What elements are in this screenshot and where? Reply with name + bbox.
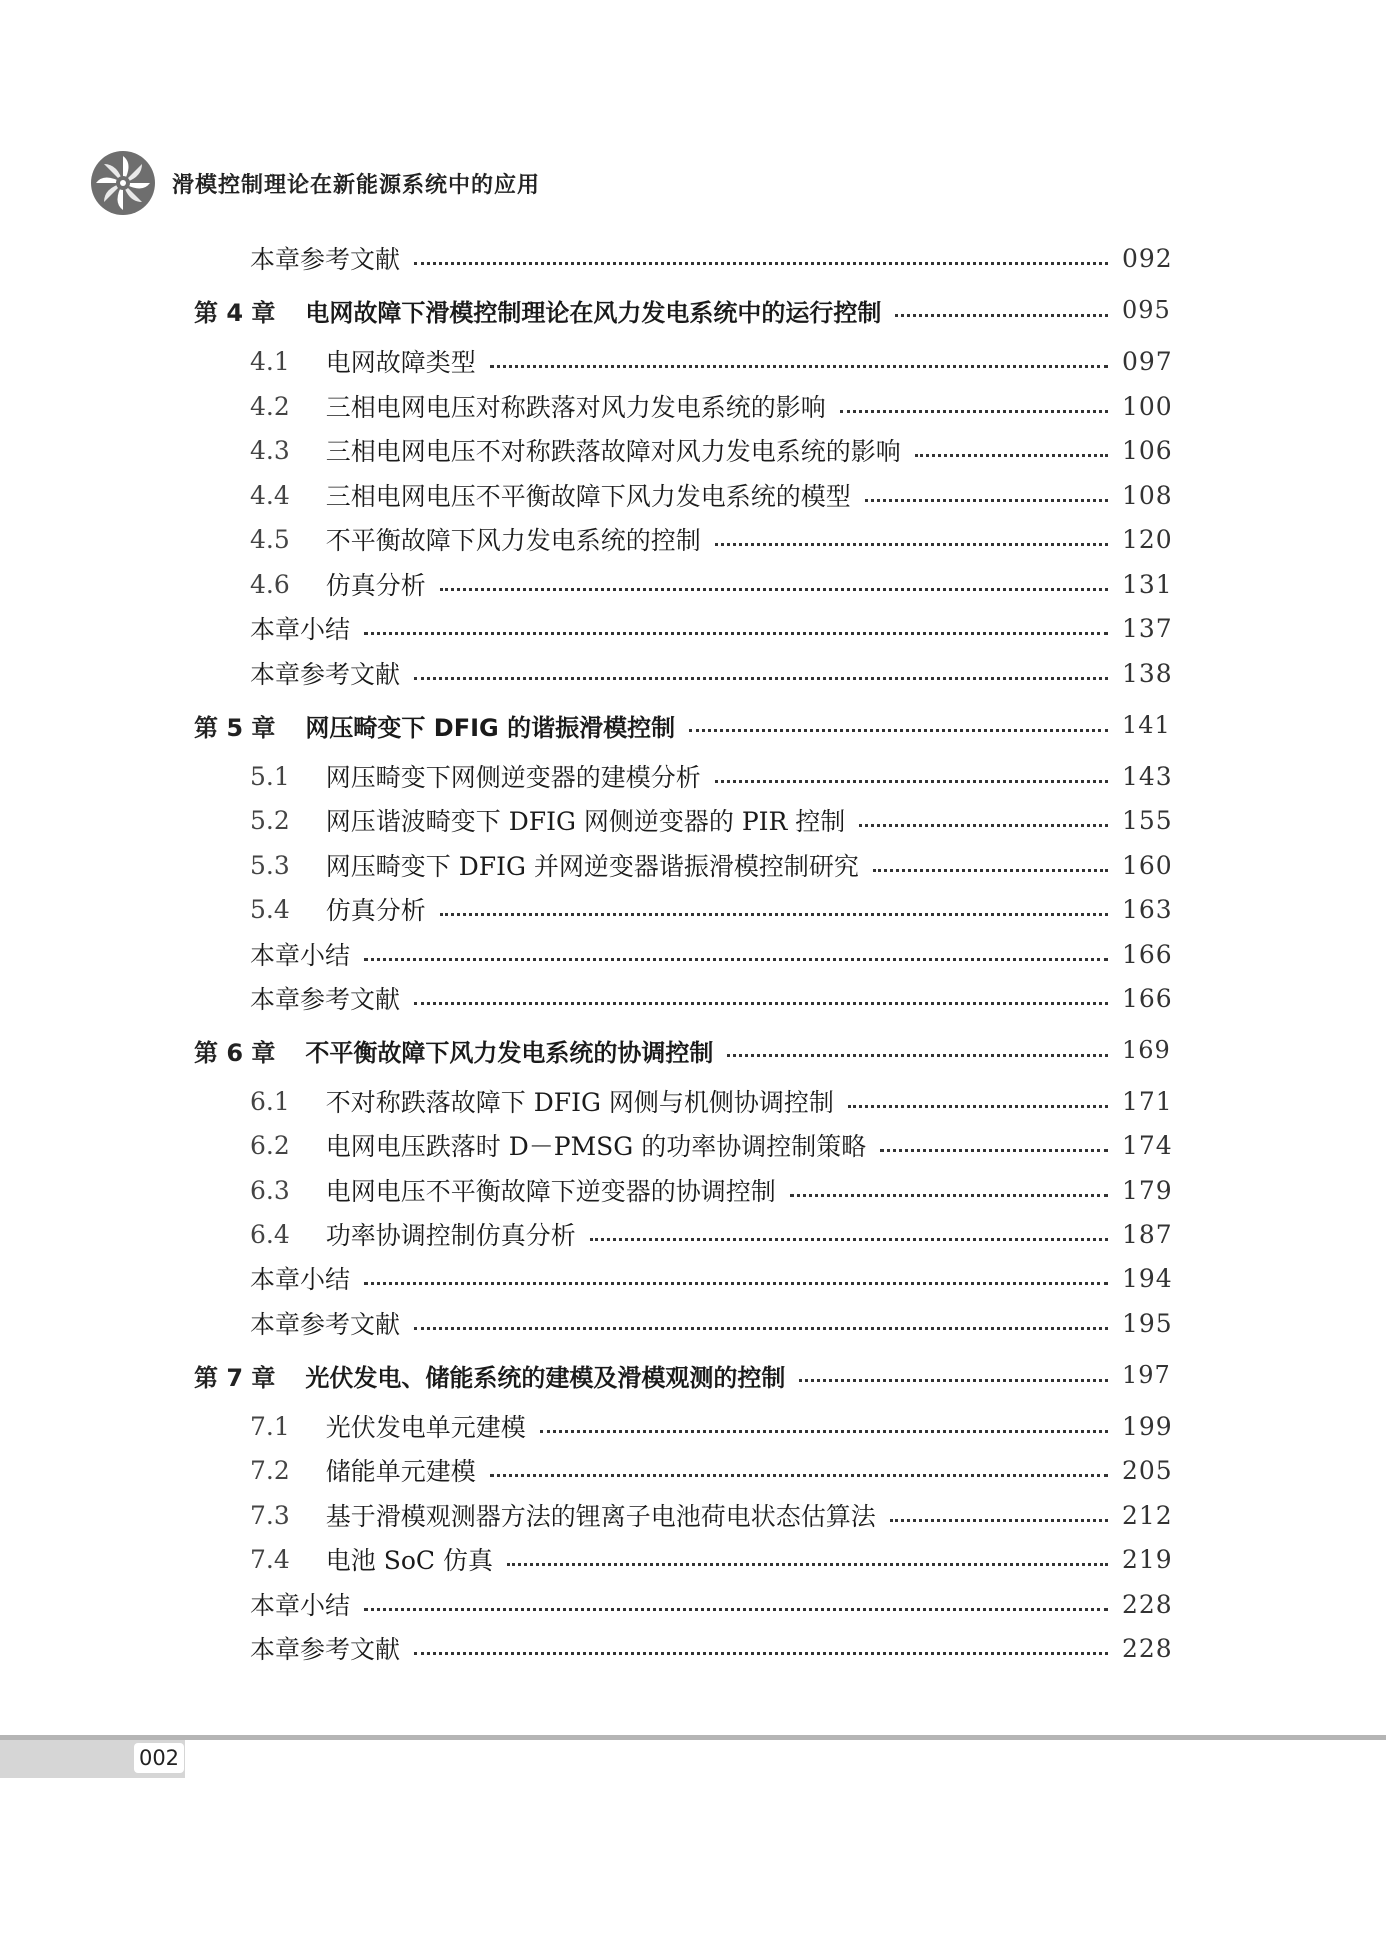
dot-leader bbox=[490, 365, 1108, 368]
toc-entry-number: 6.2 bbox=[250, 1130, 290, 1160]
toc-page-number: 141 bbox=[1122, 711, 1171, 739]
toc-page-number: 106 bbox=[1122, 435, 1173, 465]
toc-entry-number: 4.3 bbox=[250, 435, 290, 465]
toc-page-number: 160 bbox=[1122, 850, 1173, 880]
toc-section-row bbox=[0, 1081, 1386, 1121]
toc-entry-title: 本章小结 bbox=[250, 615, 351, 644]
toc-entry-number: 第 5 章 bbox=[194, 713, 276, 742]
dot-leader bbox=[790, 1194, 1108, 1197]
toc-chapter-row bbox=[0, 290, 1386, 330]
footer-rule bbox=[0, 1735, 1386, 1740]
toc-item-row bbox=[0, 238, 1386, 278]
toc-entry-title: 本章参考文献 bbox=[250, 1635, 401, 1664]
toc-page-number: 108 bbox=[1122, 480, 1173, 510]
toc-page-number: 219 bbox=[1122, 1544, 1173, 1574]
dot-leader bbox=[895, 314, 1108, 317]
toc-entry-title: 电池 SoC 仿真 bbox=[325, 1546, 493, 1575]
toc-entry-title: 本章参考文献 bbox=[250, 245, 401, 274]
toc-entry-title: 不平衡故障下风力发电系统的协调控制 bbox=[305, 1038, 714, 1067]
toc-section-row bbox=[0, 1125, 1386, 1165]
dot-leader bbox=[799, 1379, 1108, 1382]
toc-item-row bbox=[0, 1303, 1386, 1343]
toc-page-number: 194 bbox=[1122, 1263, 1173, 1293]
toc-entry-title: 功率协调控制仿真分析 bbox=[325, 1221, 576, 1250]
toc-entry-title: 网压谐波畸变下 DFIG 网侧逆变器的 PIR 控制 bbox=[325, 807, 846, 836]
toc-entry-title: 三相电网电压不对称跌落故障对风力发电系统的影响 bbox=[325, 437, 901, 466]
toc-entry-title: 本章小结 bbox=[250, 1591, 351, 1620]
dot-leader bbox=[873, 869, 1108, 872]
toc-entry-title: 仿真分析 bbox=[325, 896, 426, 925]
dot-leader bbox=[715, 780, 1108, 783]
toc-entry-number: 6.3 bbox=[250, 1175, 290, 1205]
toc-section-row bbox=[0, 889, 1386, 929]
toc-entry-title: 网压畸变下 DFIG 的谐振滑模控制 bbox=[305, 713, 676, 742]
toc-item-row bbox=[0, 934, 1386, 974]
dot-leader bbox=[414, 1652, 1108, 1655]
toc-section-row bbox=[0, 1539, 1386, 1579]
toc-entry-title: 储能单元建模 bbox=[325, 1457, 476, 1486]
toc-page-number: 120 bbox=[1122, 524, 1173, 554]
toc-section-row bbox=[0, 519, 1386, 559]
dot-leader bbox=[540, 1430, 1108, 1433]
toc-entry-title: 三相电网电压不平衡故障下风力发电系统的模型 bbox=[325, 482, 851, 511]
toc-page-number: 169 bbox=[1122, 1036, 1171, 1064]
toc-entry-number: 5.2 bbox=[250, 805, 290, 835]
toc-section-row bbox=[0, 845, 1386, 885]
toc-item-row bbox=[0, 1628, 1386, 1668]
toc-page-number: 137 bbox=[1122, 613, 1173, 643]
toc-section-row bbox=[0, 1495, 1386, 1535]
toc-entry-title: 电网电压不平衡故障下逆变器的协调控制 bbox=[325, 1177, 776, 1206]
toc-page-number: 155 bbox=[1122, 805, 1173, 835]
toc-section-row bbox=[0, 1406, 1386, 1446]
toc-page-number: 228 bbox=[1122, 1633, 1173, 1663]
page-number: 002 bbox=[134, 1743, 184, 1773]
dot-leader bbox=[414, 1002, 1108, 1005]
toc-entry-title: 基于滑模观测器方法的锂离子电池荷电状态估算法 bbox=[325, 1502, 876, 1531]
dot-leader bbox=[848, 1105, 1108, 1108]
toc-page-number: 205 bbox=[1122, 1455, 1173, 1485]
toc-page-number: 187 bbox=[1122, 1219, 1173, 1249]
toc-entry-number: 6.4 bbox=[250, 1219, 290, 1249]
dot-leader bbox=[880, 1149, 1108, 1152]
toc-entry-number: 7.4 bbox=[250, 1544, 290, 1574]
toc-entry-title: 不对称跌落故障下 DFIG 网侧与机侧协调控制 bbox=[325, 1088, 834, 1117]
dot-leader bbox=[440, 913, 1108, 916]
toc-page-number: 212 bbox=[1122, 1500, 1173, 1530]
dot-leader bbox=[715, 543, 1108, 546]
dot-leader bbox=[689, 729, 1108, 732]
toc-chapter-row bbox=[0, 1030, 1386, 1070]
toc-chapter-row bbox=[0, 705, 1386, 745]
toc-entry-title: 电网电压跌落时 D－PMSG 的功率协调控制策略 bbox=[325, 1132, 867, 1161]
toc-entry-title: 本章小结 bbox=[250, 1265, 351, 1294]
toc-page-number: 143 bbox=[1122, 761, 1173, 791]
toc-entry-title: 不平衡故障下风力发电系统的控制 bbox=[325, 526, 701, 555]
toc-page-number: 199 bbox=[1122, 1411, 1173, 1441]
toc-entry-number: 7.3 bbox=[250, 1500, 290, 1530]
dot-leader bbox=[364, 1608, 1108, 1611]
toc-page-number: 179 bbox=[1122, 1175, 1173, 1205]
toc-entry-number: 第 7 章 bbox=[194, 1363, 276, 1392]
toc-entry-title: 本章参考文献 bbox=[250, 1310, 401, 1339]
toc-page-number: 166 bbox=[1122, 983, 1173, 1013]
dot-leader bbox=[915, 454, 1108, 457]
toc-entry-title: 电网故障下滑模控制理论在风力发电系统中的运行控制 bbox=[305, 298, 882, 327]
toc-section-row bbox=[0, 800, 1386, 840]
toc-page-number: 174 bbox=[1122, 1130, 1173, 1160]
toc-page-number: 171 bbox=[1122, 1086, 1173, 1116]
toc-entry-title: 仿真分析 bbox=[325, 571, 426, 600]
toc-section-row bbox=[0, 564, 1386, 604]
toc-page-number: 197 bbox=[1122, 1361, 1171, 1389]
book-title: 滑模控制理论在新能源系统中的应用 bbox=[172, 172, 541, 198]
toc-entry-number: 第 6 章 bbox=[194, 1038, 276, 1067]
dot-leader bbox=[414, 262, 1108, 265]
dot-leader bbox=[414, 677, 1108, 680]
toc-entry-title: 本章参考文献 bbox=[250, 985, 401, 1014]
dot-leader bbox=[507, 1563, 1108, 1566]
toc-page-number: 138 bbox=[1122, 658, 1173, 688]
toc-entry-title: 网压畸变下网侧逆变器的建模分析 bbox=[325, 763, 701, 792]
toc-section-row bbox=[0, 1170, 1386, 1210]
toc-entry-number: 第 4 章 bbox=[194, 298, 276, 327]
toc-section-row bbox=[0, 756, 1386, 796]
dot-leader bbox=[490, 1474, 1108, 1477]
dot-leader bbox=[364, 958, 1108, 961]
toc-item-row bbox=[0, 1584, 1386, 1624]
dot-leader bbox=[414, 1327, 1108, 1330]
dot-leader bbox=[865, 499, 1108, 502]
toc-entry-number: 4.6 bbox=[250, 569, 290, 599]
dot-leader bbox=[590, 1238, 1108, 1241]
toc-item-row bbox=[0, 608, 1386, 648]
toc-section-row bbox=[0, 341, 1386, 381]
toc-section-row bbox=[0, 430, 1386, 470]
dot-leader bbox=[440, 588, 1108, 591]
running-header bbox=[90, 148, 540, 218]
toc-entry-title: 电网故障类型 bbox=[325, 348, 476, 377]
toc-entry-number: 4.2 bbox=[250, 391, 290, 421]
toc-entry-number: 4.1 bbox=[250, 346, 290, 376]
toc-entry-title: 本章参考文献 bbox=[250, 660, 401, 689]
toc-section-row bbox=[0, 1450, 1386, 1490]
toc-entry-number: 4.5 bbox=[250, 524, 290, 554]
toc-entry-title: 网压畸变下 DFIG 并网逆变器谐振滑模控制研究 bbox=[325, 852, 859, 881]
dot-leader bbox=[727, 1054, 1108, 1057]
dot-leader bbox=[840, 410, 1108, 413]
toc-chapter-row bbox=[0, 1355, 1386, 1395]
pinwheel-logo-icon bbox=[90, 150, 156, 216]
dot-leader bbox=[364, 1282, 1108, 1285]
toc-item-row bbox=[0, 653, 1386, 693]
toc-entry-title: 光伏发电、储能系统的建模及滑模观测的控制 bbox=[305, 1363, 786, 1392]
toc-entry-number: 7.2 bbox=[250, 1455, 290, 1485]
toc-item-row bbox=[0, 1258, 1386, 1298]
toc-page-number: 166 bbox=[1122, 939, 1173, 969]
toc-entry-number: 7.1 bbox=[250, 1411, 290, 1441]
toc-entry-number: 4.4 bbox=[250, 480, 290, 510]
toc-page-number: 097 bbox=[1122, 346, 1173, 376]
toc-page-number: 228 bbox=[1122, 1589, 1173, 1619]
toc-entry-title: 三相电网电压对称跌落对风力发电系统的影响 bbox=[325, 393, 826, 422]
toc-page-number: 131 bbox=[1122, 569, 1173, 599]
toc-item-row bbox=[0, 978, 1386, 1018]
dot-leader bbox=[364, 632, 1108, 635]
dot-leader bbox=[859, 824, 1108, 827]
toc-section-row bbox=[0, 386, 1386, 426]
toc-entry-number: 6.1 bbox=[250, 1086, 290, 1116]
toc-entry-number: 5.3 bbox=[250, 850, 290, 880]
toc-page-number: 100 bbox=[1122, 391, 1173, 421]
toc-page-number: 092 bbox=[1122, 243, 1173, 273]
toc-entry-title: 本章小结 bbox=[250, 941, 351, 970]
toc-page-number: 095 bbox=[1122, 296, 1171, 324]
dot-leader bbox=[890, 1519, 1108, 1522]
toc-section-row bbox=[0, 475, 1386, 515]
toc-section-row bbox=[0, 1214, 1386, 1254]
toc-entry-number: 5.1 bbox=[250, 761, 290, 791]
toc-entry-title: 光伏发电单元建模 bbox=[325, 1413, 526, 1442]
toc-page-number: 195 bbox=[1122, 1308, 1173, 1338]
toc-entry-number: 5.4 bbox=[250, 894, 290, 924]
toc-page-number: 163 bbox=[1122, 894, 1173, 924]
